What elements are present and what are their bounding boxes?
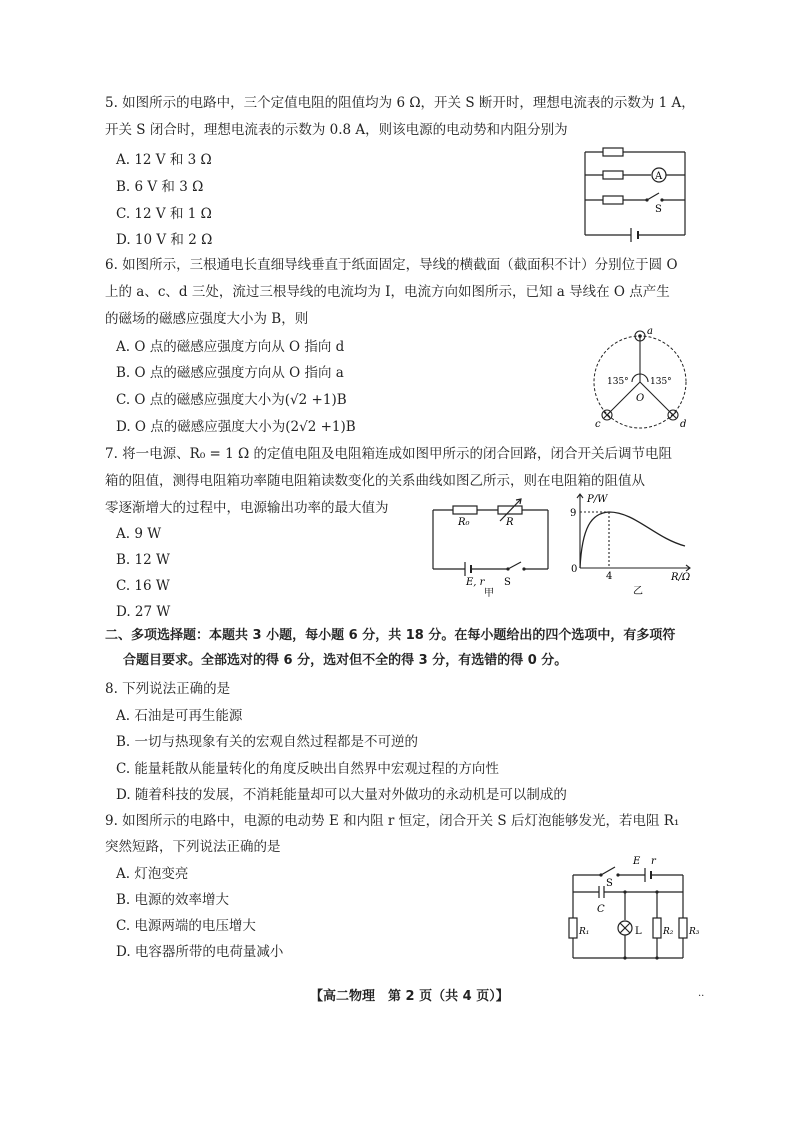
q7-option-a: A. 9 W bbox=[116, 526, 162, 542]
footer-mark: .. bbox=[698, 988, 705, 999]
q6-angle-left: 135° bbox=[607, 377, 629, 387]
q7-stem-line1: 7. 将一电源、R₀ = 1 Ω 的定值电阻及电阻箱连成如图甲所示的闭合回路，闭合开关后调节电阻 bbox=[105, 446, 673, 462]
q7-label-r0: R₀ bbox=[458, 517, 470, 528]
q9-option-c: C. 电源两端的电压增大 bbox=[116, 918, 256, 934]
q5-option-b: B. 6 V 和 3 Ω bbox=[116, 179, 204, 195]
q9-stem-line2: 突然短路，下列说法正确的是 bbox=[105, 839, 281, 855]
q8-option-d: D. 随着科技的发展，不消耗能量却可以大量对外做功的永动机是可以制成的 bbox=[116, 787, 567, 803]
q7-label-s: S bbox=[504, 577, 511, 588]
q6-stem-line1: 6. 如图所示，三根通电长直细导线垂直于纸面固定，导线的横截面（截面积不计）分别位于圆 O bbox=[105, 257, 678, 273]
q9-label-c: C bbox=[597, 904, 605, 915]
q5-stem-line2: 开关 S 闭合时，理想电流表的示数为 0.8 A，则该电源的电动势和内阻分别为 bbox=[105, 122, 568, 138]
q9-label-e: E bbox=[633, 856, 641, 867]
q7-label-er: E, r bbox=[466, 577, 485, 588]
q9-option-b: B. 电源的效率增大 bbox=[116, 892, 230, 908]
q7-option-b: B. 12 W bbox=[116, 552, 170, 568]
q6-option-b: B. O 点的磁感应强度方向从 O 指向 a bbox=[116, 365, 344, 381]
q7-graph-origin: 0 bbox=[571, 564, 578, 575]
q7-graph-yi: 乙 bbox=[633, 586, 643, 597]
q7-graph-x4: 4 bbox=[606, 571, 613, 582]
q7-power-graph-yi bbox=[565, 488, 700, 600]
q6-stem-line3: 的磁场的磁感应强度大小为 B，则 bbox=[105, 311, 309, 327]
q9-label-s: S bbox=[606, 878, 613, 889]
q7-label-jia: 甲 bbox=[484, 588, 494, 597]
page-footer: 【高二物理 第 2 页（共 4 页）】 bbox=[310, 989, 509, 1004]
q8-stem: 8. 下列说法正确的是 bbox=[105, 681, 231, 697]
q9-option-a: A. 灯泡变亮 bbox=[116, 866, 189, 882]
q5-circuit-diagram bbox=[575, 140, 695, 245]
q7-graph-y9: 9 bbox=[570, 508, 577, 519]
q8-option-c: C. 能量耗散从能量转化的角度反映出自然界中宏观过程的方向性 bbox=[116, 761, 499, 777]
q7-circuit-jia bbox=[428, 497, 553, 597]
q7-graph-ylabel: P/W bbox=[587, 494, 608, 505]
section2-instructions-line1: 二、多项选择题：本题共 3 小题，每小题 6 分，共 18 分。在每小题给出的四个选项中，有多项符 bbox=[105, 628, 676, 643]
q9-label-r2: R₂ bbox=[663, 927, 674, 937]
q9-label-r3: R₃ bbox=[689, 927, 700, 937]
q6-wire-circle-diagram bbox=[585, 320, 695, 430]
q9-circuit-diagram bbox=[565, 850, 705, 965]
q6-label-d: d bbox=[680, 419, 687, 430]
q9-label-l: L bbox=[635, 926, 642, 937]
q7-stem-line3: 零逐渐增大的过程中，电源输出功率的最大值为 bbox=[105, 500, 389, 516]
q7-option-d: D. 27 W bbox=[116, 604, 171, 620]
q6-option-a: A. O 点的磁感应强度方向从 O 指向 d bbox=[116, 339, 345, 355]
q7-graph-xlabel: R/Ω bbox=[671, 572, 691, 583]
q7-stem-line2: 箱的阻值，测得电阻箱功率随电阻箱读数变化的关系曲线如图乙所示，则在电阻箱的阻值从 bbox=[105, 473, 645, 489]
q5-switch-label: S bbox=[655, 204, 662, 215]
q6-label-c: c bbox=[595, 419, 601, 430]
q6-angle-right: 135° bbox=[650, 377, 672, 387]
q6-label-a: a bbox=[647, 326, 653, 337]
q9-stem-line1: 9. 如图所示的电路中，电源的电动势 E 和内阻 r 恒定，闭合开关 S 后灯泡能够发光，若电阻 R₁ bbox=[105, 813, 680, 829]
q9-label-r: r bbox=[651, 856, 656, 867]
q8-option-a: A. 石油是可再生能源 bbox=[116, 708, 243, 724]
q7-option-c: C. 16 W bbox=[116, 578, 170, 594]
q9-option-d: D. 电容器所带的电荷量减小 bbox=[116, 944, 284, 960]
q5-option-c: C. 12 V 和 1 Ω bbox=[116, 206, 212, 222]
q7-label-r: R bbox=[506, 517, 514, 528]
q5-ammeter-label: A bbox=[655, 171, 663, 182]
q6-option-c: C. O 点的磁感应强度大小为(√2 +1)B bbox=[116, 392, 347, 408]
q9-label-r1: R₁ bbox=[579, 927, 590, 937]
q6-option-d: D. O 点的磁感应强度大小为(2√2 +1)B bbox=[116, 419, 356, 435]
q5-option-d: D. 10 V 和 2 Ω bbox=[116, 232, 213, 248]
section2-instructions-line2: 合题目要求。全部选对的得 6 分，选对但不全的得 3 分，有选错的得 0 分。 bbox=[123, 653, 568, 668]
q6-stem-line2: 上的 a、c、d 三处，流过三根导线的电流均为 I，电流方向如图所示，已知 a 导线在 O 点产生 bbox=[105, 284, 670, 300]
q5-stem-line1: 5. 如图所示的电路中，三个定值电阻的阻值均为 6 Ω，开关 S 断开时，理想电流表的示数为 1 A， bbox=[105, 95, 695, 111]
q5-option-a: A. 12 V 和 3 Ω bbox=[116, 152, 212, 168]
q6-label-o: O bbox=[636, 393, 645, 404]
q8-option-b: B. 一切与热现象有关的宏观自然过程都是不可逆的 bbox=[116, 734, 419, 750]
